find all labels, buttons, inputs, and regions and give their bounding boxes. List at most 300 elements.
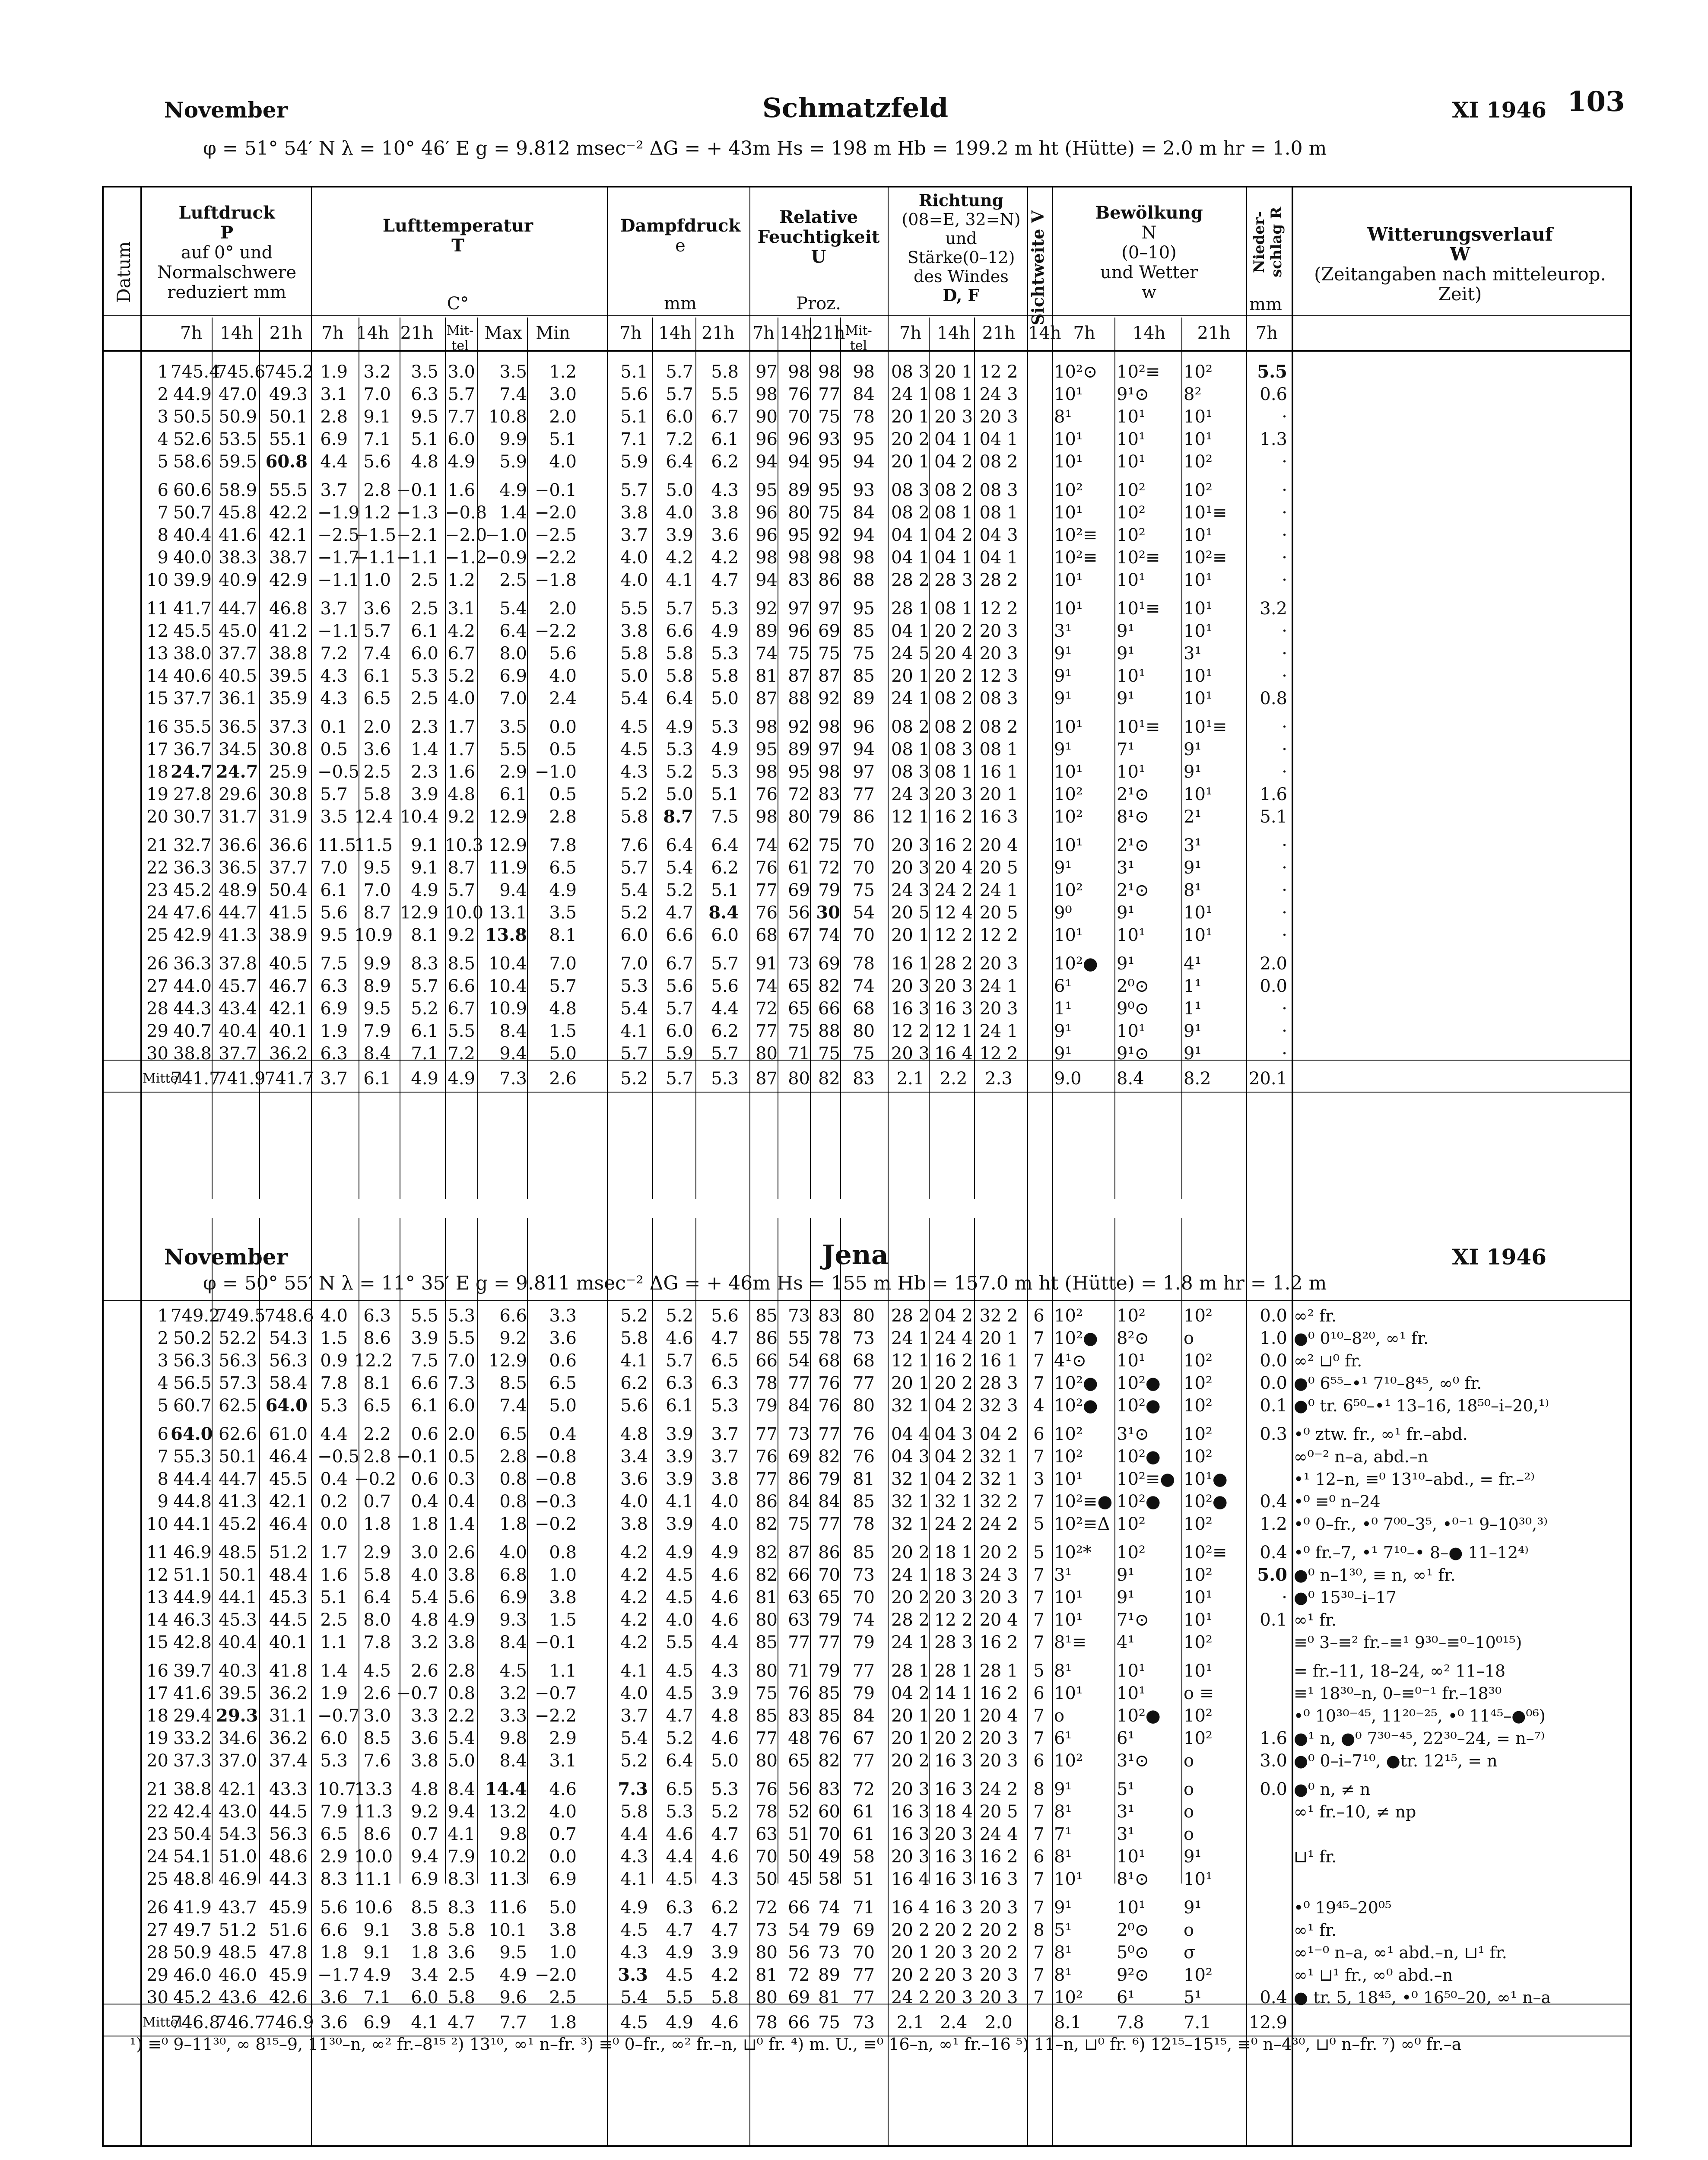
data-cell: 28 2 bbox=[934, 954, 973, 974]
data-cell: 76 bbox=[756, 1447, 778, 1467]
data-cell: 98 bbox=[788, 362, 810, 382]
data-cell: 75 bbox=[788, 1021, 810, 1041]
mean-cell: 3.6 bbox=[320, 2013, 348, 2033]
data-cell: 20 3 bbox=[891, 858, 930, 878]
column-rule bbox=[607, 186, 608, 2147]
data-cell: 20 2 bbox=[891, 1543, 930, 1563]
time-header-cell: 14h bbox=[658, 323, 692, 343]
data-cell: 9.2 bbox=[448, 807, 475, 827]
data-cell: 69 bbox=[788, 880, 810, 900]
data-cell: 18 bbox=[146, 1706, 168, 1726]
data-cell: 19 bbox=[146, 785, 168, 804]
data-cell: 8¹ bbox=[1054, 1943, 1072, 1963]
data-cell: 5⁰⊙ bbox=[1117, 1943, 1149, 1963]
data-cell: •¹ 12–n, ≡⁰ 13¹⁰–abd., = fr.–²⁾ bbox=[1294, 1470, 1535, 1489]
data-cell: 32.7 bbox=[173, 835, 212, 855]
data-cell: 20 3 bbox=[979, 954, 1018, 974]
data-cell: 44.4 bbox=[173, 1469, 212, 1489]
data-cell: 50.5 bbox=[173, 407, 212, 427]
data-cell: 5.4 bbox=[620, 999, 648, 1019]
data-cell: 9¹ bbox=[1117, 1588, 1135, 1607]
data-cell: 45.2 bbox=[173, 880, 212, 900]
data-cell: 04 1 bbox=[891, 525, 930, 545]
data-cell: 13 bbox=[146, 1588, 168, 1607]
data-cell: 52 bbox=[788, 1802, 810, 1822]
data-cell: 20 1 bbox=[891, 452, 930, 472]
data-cell: −1.7 bbox=[317, 548, 360, 568]
data-cell: 66 bbox=[788, 1898, 810, 1918]
data-cell: 86 bbox=[853, 807, 875, 827]
data-cell: 61 bbox=[853, 1824, 875, 1844]
data-cell: 5.4 bbox=[620, 1988, 648, 2008]
data-cell: 3.8 bbox=[620, 503, 648, 523]
data-cell: ⊔¹ fr. bbox=[1294, 1847, 1337, 1866]
data-cell: 3.8 bbox=[711, 1469, 739, 1489]
column-rule bbox=[695, 1218, 696, 1884]
mean-cell: 4.9 bbox=[448, 1069, 475, 1089]
data-cell: 10² bbox=[1054, 1306, 1083, 1326]
data-cell: 4.7 bbox=[711, 1824, 739, 1844]
data-cell: 60.7 bbox=[173, 1396, 212, 1416]
data-cell: 10¹ bbox=[1117, 570, 1146, 590]
data-cell: 50.2 bbox=[173, 1328, 212, 1348]
data-cell: 69 bbox=[788, 1447, 810, 1467]
mean-cell: 73 bbox=[853, 2013, 875, 2033]
data-cell: 7¹⊙ bbox=[1117, 1610, 1149, 1630]
data-cell: 4 bbox=[157, 1373, 168, 1393]
data-cell: 4.0 bbox=[549, 666, 577, 686]
data-cell: 20 3 bbox=[934, 1588, 973, 1607]
data-cell: 9¹ bbox=[1184, 1021, 1202, 1041]
data-cell: 47.0 bbox=[218, 384, 257, 404]
data-cell: 85 bbox=[818, 1706, 840, 1726]
data-cell: ∞² fr. bbox=[1294, 1306, 1337, 1325]
data-cell: 4.9 bbox=[620, 1898, 648, 1918]
data-cell: 4 bbox=[157, 429, 168, 449]
data-cell: 78 bbox=[756, 1802, 778, 1822]
data-cell: 5.7 bbox=[448, 384, 475, 404]
data-cell: 56 bbox=[788, 1943, 810, 1963]
data-cell: 6.4 bbox=[666, 835, 693, 855]
data-cell: 12 bbox=[146, 621, 168, 641]
data-cell: 0.7 bbox=[411, 1824, 438, 1844]
data-cell: 5.1 bbox=[549, 429, 577, 449]
data-cell: 748.6 bbox=[264, 1306, 314, 1326]
data-cell: 40.1 bbox=[269, 1633, 308, 1652]
data-cell: 5.0 bbox=[620, 666, 648, 686]
data-cell: 3.9 bbox=[411, 1328, 438, 1348]
data-cell: 10.6 bbox=[354, 1898, 393, 1918]
data-cell: 8.4 bbox=[499, 1751, 527, 1771]
data-cell: 4.4 bbox=[320, 452, 348, 472]
data-cell: 22 bbox=[146, 1802, 168, 1822]
data-cell: 20 3 bbox=[979, 1898, 1018, 1918]
data-cell: 9¹ bbox=[1184, 1847, 1202, 1867]
data-cell: 9¹ bbox=[1054, 858, 1072, 878]
column-rule bbox=[311, 186, 312, 2147]
data-cell: 83 bbox=[818, 1779, 840, 1799]
data-cell: 2¹⊙ bbox=[1117, 880, 1149, 900]
data-cell: 45.2 bbox=[218, 1514, 257, 1534]
data-cell: 3.6 bbox=[411, 1728, 438, 1748]
data-cell: 39.5 bbox=[218, 1684, 257, 1703]
data-cell: 81 bbox=[853, 1469, 875, 1489]
data-cell: 20 1 bbox=[891, 1706, 930, 1726]
data-cell: 5.6 bbox=[549, 644, 577, 664]
data-cell: 10.4 bbox=[400, 807, 438, 827]
data-cell: 20 4 bbox=[979, 835, 1018, 855]
data-cell: 32 2 bbox=[979, 1306, 1018, 1326]
data-cell: 8¹⊙ bbox=[1117, 1869, 1149, 1889]
data-cell: 16 3 bbox=[891, 999, 930, 1019]
data-cell: 7 bbox=[1033, 1373, 1044, 1393]
data-cell: 4.5 bbox=[666, 1869, 693, 1889]
data-cell: 13 bbox=[146, 644, 168, 664]
data-cell: 5.0 bbox=[711, 689, 739, 708]
data-cell: 95 bbox=[788, 762, 810, 782]
data-cell: 84 bbox=[853, 384, 875, 404]
data-cell: 04 1 bbox=[934, 548, 973, 568]
data-cell: 16 bbox=[146, 717, 168, 737]
data-cell: 12 1 bbox=[934, 1021, 973, 1041]
data-cell: 16 2 bbox=[979, 1633, 1018, 1652]
data-cell: 1.8 bbox=[411, 1514, 438, 1534]
data-cell: 7 bbox=[1033, 1588, 1044, 1607]
data-cell: 9¹⊙ bbox=[1117, 384, 1149, 404]
data-cell: 8.0 bbox=[499, 644, 527, 664]
data-cell: 67 bbox=[788, 925, 810, 945]
column-rule bbox=[974, 318, 975, 1199]
station-params: φ = 50° 55′ N λ = 11° 35′ E g = 9.811 msec⁻² ΔG = + 46m Hs = 155 m Hb = 157.0 m ht (Hütte) = 1.8 m hr = 1.2 m bbox=[203, 1272, 1327, 1294]
data-cell: 41.6 bbox=[173, 1684, 212, 1703]
data-cell: 5.0 bbox=[549, 1044, 577, 1064]
data-cell: 25 bbox=[146, 925, 168, 945]
data-cell: 80 bbox=[756, 1610, 778, 1630]
data-cell: 20 3 bbox=[891, 835, 930, 855]
section-header-1 bbox=[164, 92, 1546, 127]
data-cell: 80 bbox=[788, 503, 810, 523]
data-cell: 77 bbox=[818, 1514, 840, 1534]
data-cell: 20 3 bbox=[934, 407, 973, 427]
data-cell: 7.0 bbox=[620, 954, 648, 974]
data-cell: 2.8 bbox=[363, 1447, 391, 1467]
data-cell: 0.8 bbox=[499, 1469, 527, 1489]
data-cell: 58.9 bbox=[218, 480, 257, 500]
data-cell: 2¹⊙ bbox=[1117, 835, 1149, 855]
data-cell: 6.3 bbox=[411, 384, 438, 404]
mean-cell: 2.2 bbox=[940, 1069, 968, 1089]
data-cell: 41.2 bbox=[269, 621, 308, 641]
data-cell: 7 bbox=[1033, 1633, 1044, 1652]
data-cell: 97 bbox=[818, 599, 840, 619]
data-cell: 6.3 bbox=[711, 1373, 739, 1393]
mean-cell: 2.3 bbox=[985, 1069, 1013, 1089]
data-cell: 5.7 bbox=[320, 785, 348, 804]
data-cell: ∞¹ fr.–10, ≠ np bbox=[1294, 1802, 1416, 1821]
data-cell: 4.8 bbox=[549, 999, 577, 1019]
data-cell: 44.5 bbox=[269, 1610, 308, 1630]
data-cell: 37.7 bbox=[218, 1044, 257, 1064]
data-cell: 10² bbox=[1054, 1424, 1083, 1444]
data-cell: · bbox=[1282, 666, 1287, 686]
data-cell: · bbox=[1282, 999, 1287, 1019]
data-cell: 7 bbox=[1033, 1802, 1044, 1822]
data-cell: 95 bbox=[853, 599, 875, 619]
data-cell: 10²⊙ bbox=[1054, 362, 1098, 382]
data-cell: 20 2 bbox=[979, 1920, 1018, 1940]
time-header-cell: 21h bbox=[1197, 323, 1231, 343]
data-cell: 4.9 bbox=[363, 1965, 391, 1985]
data-cell: 5.0 bbox=[711, 1751, 739, 1771]
data-cell: 37.3 bbox=[269, 717, 308, 737]
data-cell: 49 bbox=[818, 1847, 840, 1867]
data-cell: 6¹ bbox=[1117, 1728, 1135, 1748]
data-cell: 4.1 bbox=[620, 1869, 648, 1889]
data-cell: 0.0 bbox=[1260, 1306, 1287, 1326]
data-cell: 2¹⊙ bbox=[1117, 785, 1149, 804]
data-cell: 10²● bbox=[1117, 1447, 1161, 1467]
data-cell: 3.8 bbox=[411, 1751, 438, 1771]
data-cell: 10¹ bbox=[1054, 1588, 1083, 1607]
data-cell: 0.4 bbox=[320, 1469, 348, 1489]
data-cell: 04 2 bbox=[979, 1424, 1018, 1444]
data-cell: 13.8 bbox=[485, 925, 527, 945]
data-cell: 24 3 bbox=[979, 384, 1018, 404]
data-cell: 5.6 bbox=[320, 903, 348, 923]
data-cell: 28 1 bbox=[934, 1661, 973, 1681]
data-cell: 10¹ bbox=[1054, 762, 1083, 782]
data-cell: 18 bbox=[146, 762, 168, 782]
data-cell: 7.0 bbox=[363, 880, 391, 900]
data-cell: 2.6 bbox=[411, 1661, 438, 1681]
data-cell: ∞¹ ⊔¹ fr., ∞⁰ abd.–n bbox=[1294, 1966, 1453, 1985]
data-cell: 8.7 bbox=[663, 807, 693, 827]
data-cell: 08 2 bbox=[891, 503, 930, 523]
mean-cell: 7.8 bbox=[1117, 2013, 1144, 2033]
data-cell: 1.3 bbox=[1260, 429, 1287, 449]
data-cell: 3.2 bbox=[363, 362, 391, 382]
mean-cell: 746.7 bbox=[216, 2013, 266, 2033]
mean-cell: 8.2 bbox=[1184, 1069, 1211, 1089]
data-cell: 24 2 bbox=[979, 1779, 1018, 1799]
data-cell: ●⁰ 0¹⁰–8²⁰, ∞¹ fr. bbox=[1294, 1329, 1429, 1348]
data-cell: 3.8 bbox=[620, 1514, 648, 1534]
data-cell: 4.3 bbox=[320, 666, 348, 686]
data-cell: 3 bbox=[157, 407, 168, 427]
data-cell: 35.9 bbox=[269, 689, 308, 708]
data-cell: 16 3 bbox=[934, 1751, 973, 1771]
data-cell: 08 2 bbox=[934, 480, 973, 500]
data-cell: 6.4 bbox=[363, 1588, 391, 1607]
data-cell: 78 bbox=[853, 407, 875, 427]
data-cell: 45.3 bbox=[218, 1610, 257, 1630]
data-cell: 70 bbox=[818, 1565, 840, 1585]
data-cell: 10¹ bbox=[1054, 503, 1083, 523]
data-cell: 34.6 bbox=[218, 1728, 257, 1748]
data-cell: 4.2 bbox=[711, 548, 739, 568]
data-cell: 73 bbox=[818, 1943, 840, 1963]
data-cell: 75 bbox=[818, 503, 840, 523]
data-cell: 6.9 bbox=[549, 1869, 577, 1889]
data-cell: 5.0 bbox=[549, 1396, 577, 1416]
data-cell: 50.1 bbox=[218, 1447, 257, 1467]
data-cell: 93 bbox=[853, 480, 875, 500]
data-cell: 95 bbox=[756, 480, 778, 500]
data-cell: 24 3 bbox=[979, 1565, 1018, 1585]
data-cell: −0.7 bbox=[534, 1684, 577, 1703]
data-cell: 46.4 bbox=[269, 1447, 308, 1467]
data-cell: 16 1 bbox=[979, 1351, 1018, 1371]
data-cell: 4.1 bbox=[620, 1351, 648, 1371]
data-cell: 74 bbox=[853, 976, 875, 996]
data-cell: 56.3 bbox=[269, 1824, 308, 1844]
mean-cell: 8.4 bbox=[1117, 1069, 1144, 1089]
data-cell: 3.7 bbox=[320, 599, 348, 619]
data-cell: 6.0 bbox=[411, 1988, 438, 2008]
data-cell: 7 bbox=[157, 1447, 168, 1467]
data-cell: 2.5 bbox=[499, 570, 527, 590]
data-cell: 8.3 bbox=[411, 954, 438, 974]
header-bewoelkung: Bewölkung N (0–10) und Wetter w bbox=[1095, 203, 1203, 302]
data-cell: 12.4 bbox=[354, 807, 393, 827]
data-cell: 5.8 bbox=[711, 1988, 739, 2008]
data-cell: 86 bbox=[788, 1469, 810, 1489]
time-header-cell: 14h bbox=[356, 323, 389, 343]
data-cell: 4.0 bbox=[666, 1610, 693, 1630]
data-cell: 2.9 bbox=[320, 1847, 348, 1867]
data-cell: 10¹ bbox=[1184, 785, 1213, 804]
data-cell: 5.7 bbox=[666, 599, 693, 619]
data-cell: 5.8 bbox=[666, 644, 693, 664]
data-cell: 0.0 bbox=[549, 1847, 577, 1867]
time-header-cell: 7h bbox=[321, 323, 344, 343]
data-cell: −1.8 bbox=[534, 570, 577, 590]
data-cell: 30 bbox=[146, 1988, 168, 2008]
data-cell: 04 2 bbox=[934, 1469, 973, 1489]
month-label: November bbox=[164, 1244, 288, 1270]
data-cell: 10² bbox=[1184, 1514, 1213, 1534]
data-cell: 1.4 bbox=[499, 503, 527, 523]
data-cell: 5.0 bbox=[666, 480, 693, 500]
data-cell: 9¹ bbox=[1117, 1565, 1135, 1585]
data-cell: 46.9 bbox=[218, 1869, 257, 1889]
mean-rule bbox=[104, 1092, 1632, 1093]
data-cell: 50.9 bbox=[218, 407, 257, 427]
data-cell: 1.5 bbox=[549, 1021, 577, 1041]
data-cell: 10²● bbox=[1117, 1492, 1161, 1512]
data-cell: 4.3 bbox=[711, 1869, 739, 1889]
data-cell: 24 5 bbox=[891, 644, 930, 664]
data-cell: 8.1 bbox=[363, 1373, 391, 1393]
data-cell: 24 3 bbox=[891, 880, 930, 900]
data-cell: 6.0 bbox=[666, 407, 693, 427]
data-cell: 94 bbox=[853, 452, 875, 472]
data-cell: 10² bbox=[1184, 1728, 1213, 1748]
data-cell: 8.5 bbox=[499, 1373, 527, 1393]
mean-cell: 746.9 bbox=[264, 2013, 314, 2033]
data-cell: 27 bbox=[146, 1920, 168, 1940]
data-cell: 24 bbox=[146, 1847, 168, 1867]
data-cell: 1¹ bbox=[1184, 976, 1202, 996]
data-cell: 74 bbox=[853, 1610, 875, 1630]
data-cell: 36.5 bbox=[218, 858, 257, 878]
data-cell: 10² bbox=[1184, 1306, 1213, 1326]
data-cell: 85 bbox=[853, 666, 875, 686]
data-cell: 10¹ bbox=[1054, 570, 1083, 590]
data-cell: 5.3 bbox=[666, 1802, 693, 1822]
data-cell: ∞¹ fr. bbox=[1294, 1610, 1337, 1630]
data-cell: 8.1 bbox=[549, 925, 577, 945]
data-cell: 20 3 bbox=[934, 1943, 973, 1963]
data-cell: 24 4 bbox=[979, 1824, 1018, 1844]
data-cell: 79 bbox=[818, 880, 840, 900]
data-cell: −1.3 bbox=[396, 503, 438, 523]
data-cell: 16 4 bbox=[934, 1044, 973, 1064]
data-cell: 1.6 bbox=[448, 762, 475, 782]
data-cell: 4.0 bbox=[711, 1492, 739, 1512]
header-luftdruck: Luftdruck P auf 0° und Normalschwere reduziert mm bbox=[157, 203, 297, 302]
data-cell: 20 2 bbox=[979, 1543, 1018, 1563]
data-cell: 87 bbox=[818, 666, 840, 686]
data-cell: 0.7 bbox=[549, 1824, 577, 1844]
data-cell: 95 bbox=[818, 480, 840, 500]
data-cell: 10¹ bbox=[1184, 1610, 1213, 1630]
data-cell: 41.5 bbox=[269, 903, 308, 923]
data-cell: 04 1 bbox=[979, 429, 1018, 449]
data-cell: 8²⊙ bbox=[1117, 1328, 1149, 1348]
data-cell: 4.3 bbox=[711, 1661, 739, 1681]
mean-cell: 3.7 bbox=[320, 1069, 348, 1089]
data-cell: 48.5 bbox=[218, 1943, 257, 1963]
data-cell: 6.3 bbox=[363, 1306, 391, 1326]
data-cell: 7 bbox=[1033, 1565, 1044, 1585]
data-cell: 76 bbox=[788, 384, 810, 404]
data-cell: 20 1 bbox=[891, 1943, 930, 1963]
time-header-cell: 21h bbox=[269, 323, 303, 343]
data-cell: 41.7 bbox=[173, 599, 212, 619]
data-cell: 79 bbox=[818, 1610, 840, 1630]
data-cell: 9¹ bbox=[1184, 858, 1202, 878]
data-cell: 10¹ bbox=[1117, 1021, 1146, 1041]
data-cell: 5.9 bbox=[666, 1044, 693, 1064]
data-cell: 08 1 bbox=[934, 384, 973, 404]
data-cell: 8.3 bbox=[448, 1898, 475, 1918]
data-cell: 12.2 bbox=[354, 1351, 393, 1371]
data-cell: 8² bbox=[1184, 384, 1202, 404]
data-cell: 6.0 bbox=[411, 644, 438, 664]
column-rule bbox=[840, 318, 841, 1199]
data-cell: 6.0 bbox=[711, 925, 739, 945]
data-cell: 88 bbox=[788, 689, 810, 708]
data-cell: 76 bbox=[756, 903, 778, 923]
data-cell: 12 2 bbox=[891, 1021, 930, 1041]
data-cell: 08 2 bbox=[979, 452, 1018, 472]
data-cell: 20 2 bbox=[934, 1728, 973, 1748]
data-cell: 44.7 bbox=[218, 903, 257, 923]
data-cell: 98 bbox=[853, 362, 875, 382]
data-cell: 8.3 bbox=[448, 1869, 475, 1889]
data-cell: 9⁰⊙ bbox=[1117, 999, 1149, 1019]
data-cell: 9.4 bbox=[499, 880, 527, 900]
data-cell: 28 3 bbox=[934, 570, 973, 590]
data-cell: 82 bbox=[756, 1565, 778, 1585]
data-cell: 4.7 bbox=[666, 903, 693, 923]
data-cell: 7.3 bbox=[618, 1779, 648, 1799]
data-cell: 3.6 bbox=[448, 1943, 475, 1963]
data-cell: 92 bbox=[818, 525, 840, 545]
data-cell: 79 bbox=[853, 1633, 875, 1652]
data-cell: 3.2 bbox=[411, 1633, 438, 1652]
